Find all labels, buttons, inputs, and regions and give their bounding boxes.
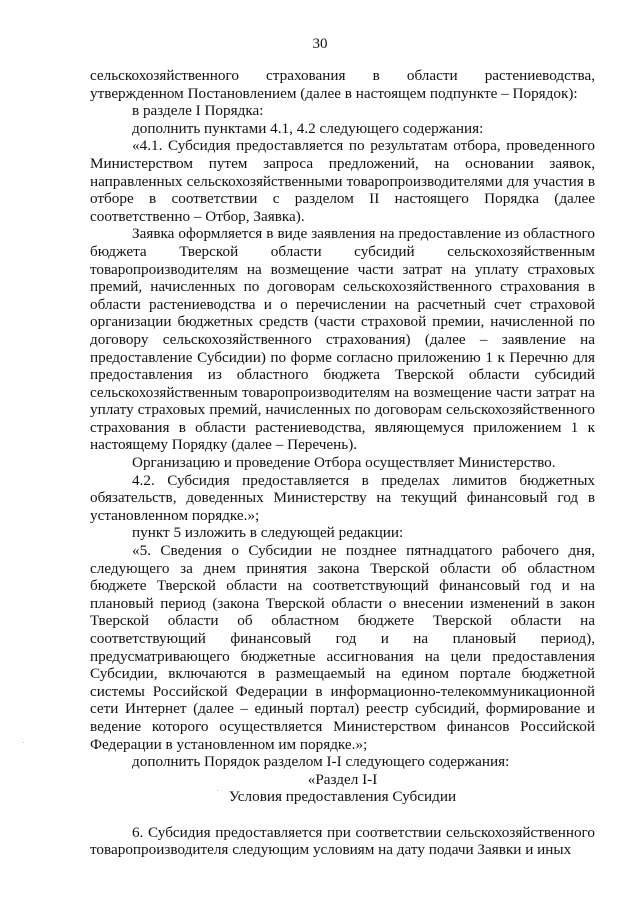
paragraph-add-section: дополнить Порядок разделом I-I следующего содержания:	[132, 753, 510, 771]
paragraph-point-5-intro: пункт 5 изложить в следующей редакции:	[132, 524, 404, 542]
paragraph-application-form: Заявка оформляется в виде заявления на предоставление из областного бюджета Тверской области субсидий сельскохозяйственным товаропроизводителям на возмещение части затрат на уплату страховых премий, начисленных по договорам сельскохозяйственного страхования в области растениеводства и о перечислении на расчетный счет страховой организации бюджетных средств (части страховой премии, начисленной по договору сельскохозяйственного страхования) (далее – заявление на предоставление Субсидии) по форме согласно приложению 1 к Перечню для предоставления из областного бюджета Тверской области субсидий сельскохозяйственным товаропроизводителям на возмещение части затрат на уплату страховых премий, начисленных по договорам сельскохозяйственного страхования в области растениеводства, являющемуся приложением 1 к настоящему Порядку (далее – Перечень).	[90, 225, 595, 454]
section-heading: «Раздел I-I	[307, 770, 378, 788]
document-body	[90, 67, 595, 859]
paragraph-section-ref: в разделе I Порядка:	[132, 102, 264, 120]
scan-speck: ·	[216, 786, 220, 797]
paragraph-add-points: дополнить пунктами 4.1, 4.2 следующего содержания:	[132, 119, 484, 137]
paragraph-continuation: сельскохозяйственного страхования в области растениеводства, утвержденном Постановлением (далее в настоящем подпункте – Порядок):	[90, 67, 595, 102]
paragraph-point-6: 6. Субсидия предоставляется при соответствии сельскохозяйственного товаропроизводителя следующим условиям на дату подачи Заявки и иных	[90, 823, 595, 859]
scan-speck: ·	[22, 738, 26, 749]
paragraph-4-2: 4.2. Субсидия предоставляется в пределах лимитов бюджетных обязательств, доведенных Министерству на текущий финансовый год в установленном порядке.»;	[90, 471, 595, 524]
page-number: 30	[312, 36, 328, 52]
paragraph-point-5: «5. Сведения о Субсидии не позднее пятнадцатого рабочего дня, следующего за днем принятия закона Тверской области об областном бюджете Тверской области на соответствующий финансовый год и на плановый период (закона Тверской области о внесении изменений в закон Тверской области об областном бюджете Тверской области на соответствующий финансовый год и на плановый период), предусматривающего бюджетные ассигнования на цели предоставления Субсидии, включаются в размещаемый на едином портале бюджетной системы Российской Федерации в информационно-телекоммуникационной сети Интернет (далее – единый портал) реестр субсидий, формирование и ведение которого осуществляется Министерством финансов Российской Федерации в установленном им порядке.»;	[90, 542, 595, 753]
blank-line	[90, 806, 595, 824]
paragraph-4-1: «4.1. Субсидия предоставляется по результатам отбора, проведенного Министерством путем запроса предложений, на основании заявок, направленных сельскохозяйственными товаропроизводителями для участия в отборе в соответствии с разделом II настоящего Порядка (далее соответственно – Отбор, Заявка).	[90, 137, 595, 225]
paragraph-selection-organizer: Организацию и проведение Отбора осуществляет Министерство.	[132, 454, 556, 472]
section-title: Условия предоставления Субсидии	[228, 788, 457, 806]
